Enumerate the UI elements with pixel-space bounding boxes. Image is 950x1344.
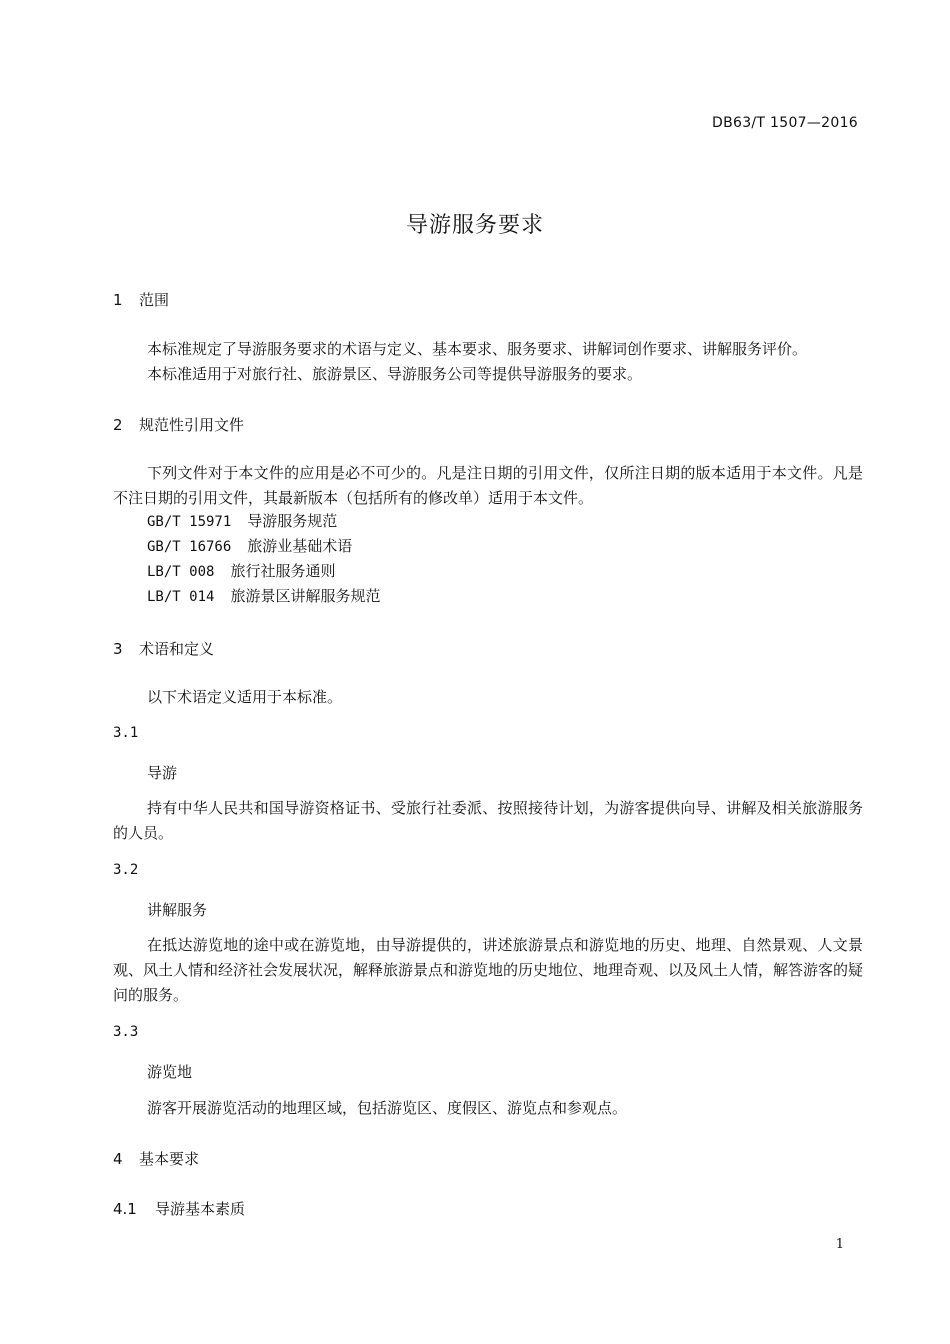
- section-number: 4: [113, 1150, 123, 1168]
- reference-item: [147, 560, 335, 581]
- term-number: 3.1: [113, 725, 139, 741]
- scope-paragraph-2: 本标准适用于对旅行社、旅游景区、导游服务公司等提供导游服务的要求。: [147, 365, 643, 383]
- reference-name: 旅游景区讲解服务规范: [230, 587, 381, 605]
- scope-paragraph-1: 本标准规定了导游服务要求的术语与定义、基本要求、服务要求、讲解词创作要求、讲解服务评价。: [147, 340, 808, 358]
- term-number: 3.2: [113, 862, 139, 878]
- term-definition: 游客开展游览活动的地理区域，包括游览区、度假区、游览点和参观点。: [147, 1099, 628, 1117]
- section-title: 规范性引用文件: [139, 416, 245, 434]
- terms-intro: 以下术语定义适用于本标准。: [147, 688, 343, 706]
- reference-item: [147, 510, 337, 531]
- term-definition: 持有中华人民共和国导游资格证书、受旅行社委派、按照接待计划，为游客提供向导、讲解及相关旅游服务的人员。: [113, 799, 863, 842]
- section-number: 1: [113, 291, 123, 309]
- reference-code: LB/T 014: [147, 589, 215, 605]
- term-name: 游览地: [147, 1063, 193, 1081]
- document-code: DB63/T 1507—2016: [712, 115, 858, 131]
- section-title: 基本要求: [139, 1150, 200, 1168]
- reference-code: LB/T 008: [147, 564, 215, 580]
- subsection-title: 导游基本素质: [155, 1200, 246, 1218]
- section-heading-1: [113, 289, 169, 310]
- section-title: 范围: [139, 291, 170, 309]
- term-name: 讲解服务: [147, 901, 208, 919]
- reference-name: 旅行社服务通则: [230, 562, 336, 580]
- reference-code: GB/T 15971: [147, 514, 232, 530]
- section-heading-2: [113, 414, 244, 435]
- reference-item: [147, 535, 352, 556]
- section-heading-3: [113, 638, 214, 659]
- subsection-heading-4-1: [113, 1198, 245, 1219]
- reference-code: GB/T 16766: [147, 539, 232, 555]
- term-number: 3.3: [113, 1024, 139, 1040]
- section-number: 3: [113, 640, 123, 658]
- references-intro: 下列文件对于本文件的应用是必不可少的。凡是注日期的引用文件，仅所注日期的版本适用于本文件。凡是不注日期的引用文件，其最新版本（包括所有的修改单）适用于本文件。: [113, 464, 863, 507]
- term-definition: 在抵达游览地的途中或在游览地，由导游提供的，讲述旅游景点和游览地的历史、地理、自然景观、人文景观、风土人情和经济社会发展状况，解释旅游景点和游览地的历史地位、地理奇观、以及风土人情，解答游客的疑问的服务。: [113, 936, 864, 1004]
- reference-name: 导游服务规范: [247, 512, 338, 530]
- page-number: 1: [835, 1237, 844, 1252]
- section-heading-4: [113, 1148, 199, 1169]
- term-name: 导游: [147, 764, 178, 782]
- subsection-number: 4.1: [113, 1200, 137, 1218]
- section-number: 2: [113, 416, 123, 434]
- document-title: 导游服务要求: [405, 213, 544, 238]
- reference-name: 旅游业基础术语: [247, 537, 353, 555]
- reference-item: [147, 585, 380, 606]
- section-title: 术语和定义: [139, 640, 215, 658]
